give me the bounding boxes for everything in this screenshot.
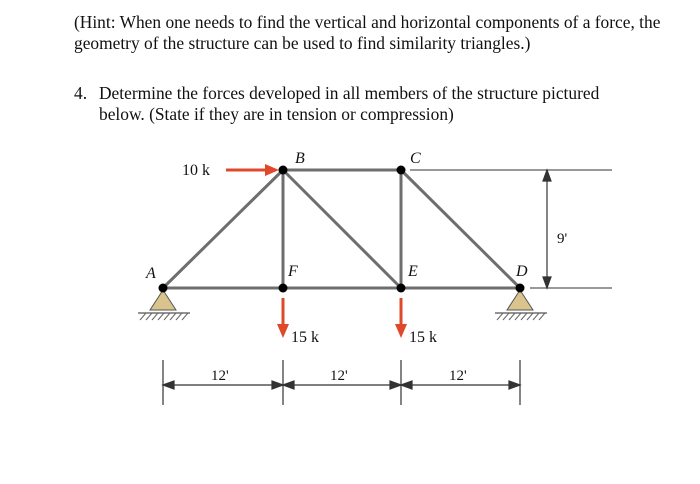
height-dim-label: 9' bbox=[557, 231, 568, 247]
label-B: B bbox=[295, 150, 305, 167]
problem-text-1: Determine the forces developed in all members of the structure pictured bbox=[99, 83, 600, 103]
span-label-2: 12' bbox=[330, 368, 348, 384]
member-AB bbox=[163, 170, 283, 288]
label-F: F bbox=[288, 263, 298, 280]
problem-number: 4. bbox=[74, 83, 88, 103]
joint-E bbox=[397, 284, 406, 293]
label-C: C bbox=[410, 150, 421, 167]
joint-F bbox=[279, 284, 288, 293]
span-label-3: 12' bbox=[449, 368, 467, 384]
support-A bbox=[138, 290, 190, 320]
support-D bbox=[495, 290, 547, 320]
truss-members bbox=[163, 170, 520, 288]
problem-line-2: below. (State if they are in tension or compression) bbox=[99, 104, 454, 124]
hint-text: (Hint: When one needs to find the vertical and horizontal components of a force, the geometry of the structure can be used to find similarity triangles.) bbox=[74, 12, 661, 53]
load-label-F: 15 k bbox=[291, 329, 319, 346]
label-E: E bbox=[408, 263, 418, 280]
joint-A bbox=[159, 284, 168, 293]
load-label-E: 15 k bbox=[409, 329, 437, 346]
member-BE bbox=[283, 170, 401, 288]
member-CD bbox=[401, 170, 520, 288]
load-label-10k: 10 k bbox=[182, 162, 210, 179]
label-A: A bbox=[146, 265, 156, 282]
load-arrow-horizontal bbox=[226, 164, 279, 176]
label-D: D bbox=[516, 263, 528, 280]
span-label-1: 12' bbox=[211, 368, 229, 384]
height-dimension bbox=[543, 170, 551, 288]
joint-B bbox=[279, 166, 288, 175]
load-arrow-E bbox=[395, 298, 407, 338]
joint-D bbox=[516, 284, 525, 293]
joint-C bbox=[397, 166, 406, 175]
load-arrow-F bbox=[277, 298, 289, 338]
